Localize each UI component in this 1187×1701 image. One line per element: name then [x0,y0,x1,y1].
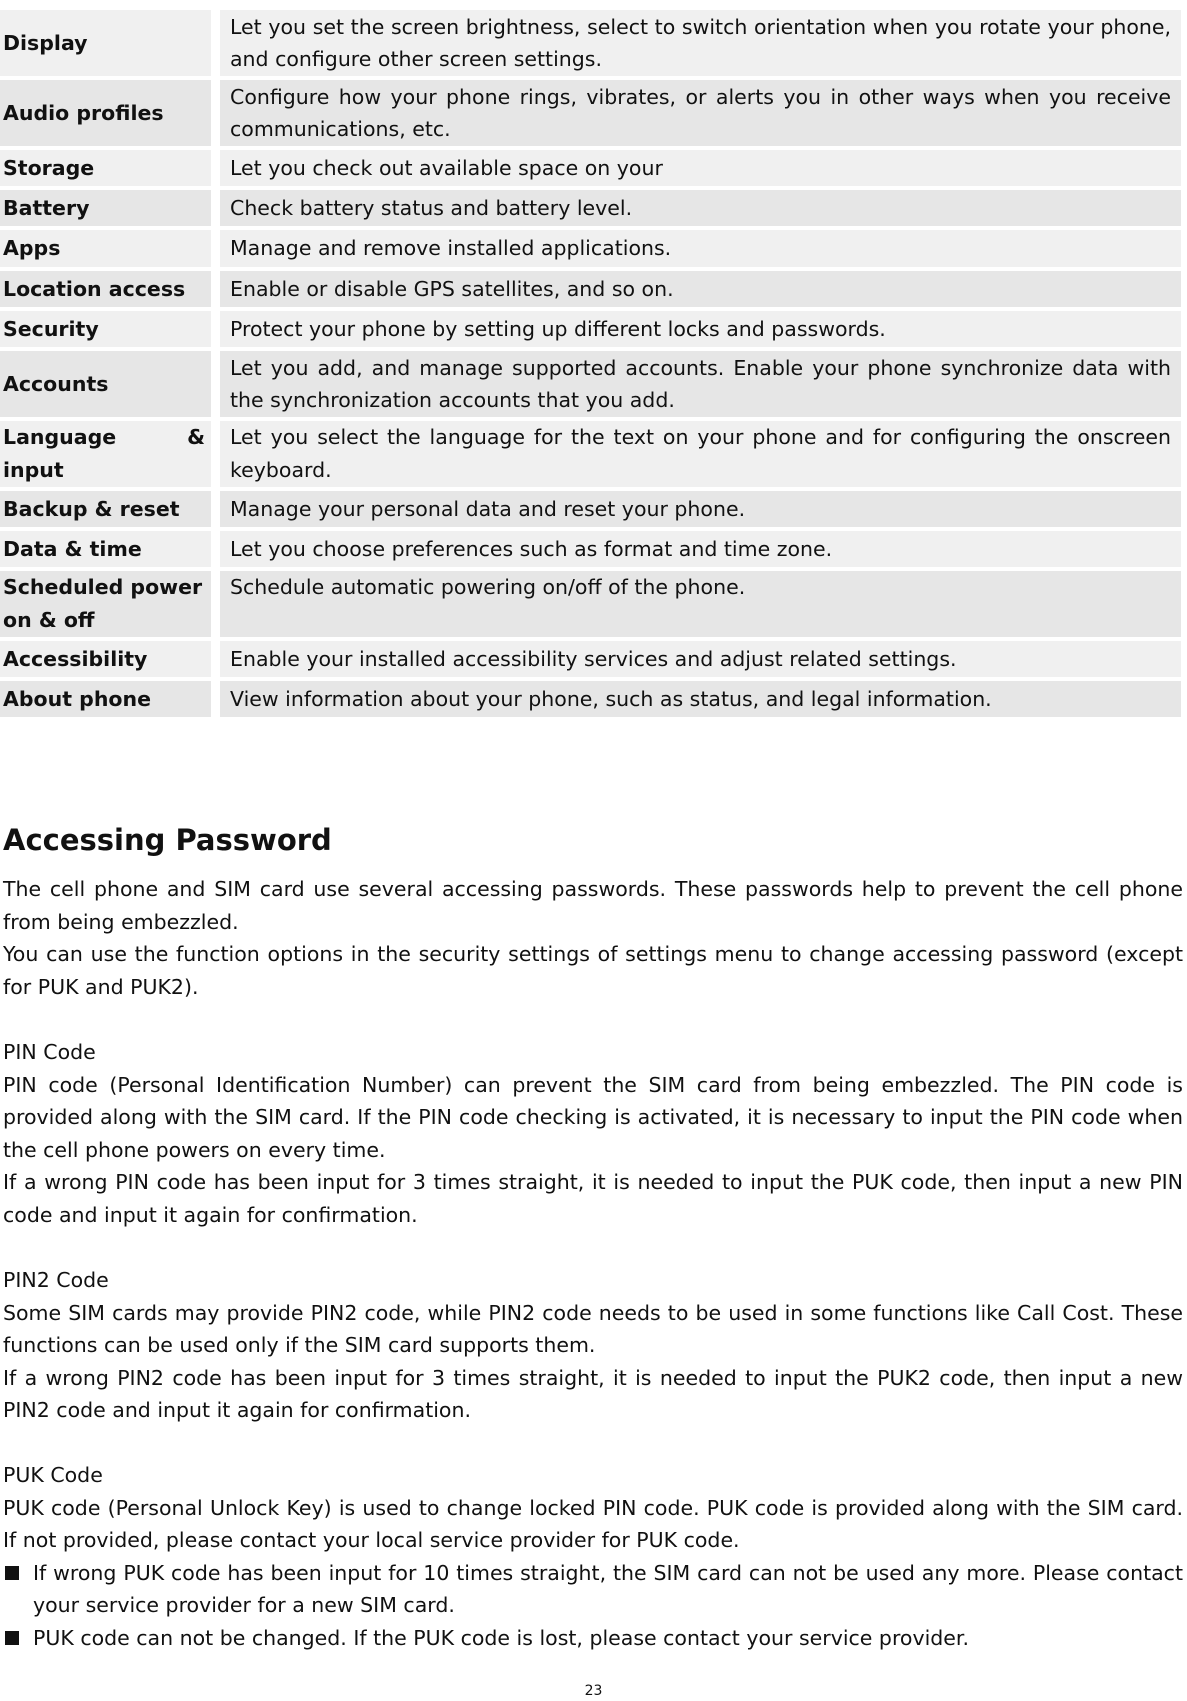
pin-title: PIN Code [3,1040,96,1064]
pin2-title: PIN2 Code [3,1268,109,1292]
setting-description: Let you choose preferences such as format and time zone. [220,531,1181,567]
setting-name: Scheduled power on & off [0,571,211,637]
setting-description: Manage and remove installed applications. [220,230,1181,267]
list-item [3,1622,1183,1655]
table-row [0,351,1181,417]
pin2-paragraph: Some SIM cards may provide PIN2 code, while PIN2 code needs to be used in some functions like Call Cost. These functions can be used only if the SIM card supports them. [3,1300,1183,1357]
table-row [0,190,1181,226]
puk-section [3,1459,1183,1654]
setting-description: Configure how your phone rings, vibrates, or alerts you in other ways when you receive communications, etc. [220,80,1181,146]
square-bullet-icon [5,1631,19,1645]
table-row [0,80,1181,146]
setting-name: Backup & reset [0,491,211,527]
setting-name: About phone [0,681,211,717]
puk-paragraph: PUK code (Personal Unlock Key) is used to change locked PIN code. PUK code is provided along with the SIM card. If not provided, please contact your local service provider for PUK code. [3,1495,1183,1552]
setting-name: Battery [0,190,211,226]
table-row [0,230,1181,267]
intro-paragraph: You can use the function options in the security settings of settings menu to change accessing password (except for PUK and PUK2). [3,942,1183,999]
table-row [0,10,1181,76]
setting-name: Location access [0,271,211,307]
pin-paragraph: PIN code (Personal Identification Number) can prevent the SIM card from being embezzled. The PIN code is provided along with the SIM card. If the PIN code checking is activated, it is necessary to input the PIN code when the cell phone powers on every time. [3,1072,1183,1162]
section-heading: Accessing Password [3,823,332,857]
table-row [0,491,1181,527]
setting-name: Apps [0,230,211,267]
table-row [0,271,1181,307]
bullet-text: If wrong PUK code has been input for 10 times straight, the SIM card can not be used any more. Please contact your service provider for a new SIM card. [33,1560,1183,1617]
puk-title: PUK Code [3,1463,103,1487]
setting-description: Let you set the screen brightness, select to switch orientation when you rotate your phone, and configure other screen settings. [220,10,1181,76]
puk-bullet-list [3,1557,1183,1655]
setting-description: Let you add, and manage supported accounts. Enable your phone synchronize data with the synchronization accounts that you add. [220,351,1181,417]
setting-description: Protect your phone by setting up different locks and passwords. [220,311,1181,347]
setting-description: Schedule automatic powering on/off of the phone. [220,571,1181,637]
setting-name: Storage [0,150,211,186]
table-row [0,531,1181,567]
table-row [0,150,1181,186]
pin-paragraph: If a wrong PIN code has been input for 3 times straight, it is needed to input the PUK code, then input a new PIN code and input it again for confirmation. [3,1170,1183,1227]
page-number: 23 [584,1683,603,1699]
setting-description: Enable your installed accessibility services and adjust related settings. [220,641,1181,677]
intro-paragraph: The cell phone and SIM card use several accessing passwords. These passwords help to prevent the cell phone from being embezzled. [3,877,1183,934]
square-bullet-icon [5,1566,19,1580]
setting-description: Manage your personal data and reset your phone. [220,491,1181,527]
setting-name: Accounts [0,351,211,417]
list-item [3,1557,1183,1622]
pin-section [3,1036,1183,1231]
settings-table [0,6,1181,721]
setting-description: Let you select the language for the text on your phone and for configuring the onscreen keyboard. [220,421,1181,487]
table-row [0,421,1181,487]
pin2-section [3,1264,1183,1427]
table-row [0,641,1181,677]
bullet-text: PUK code can not be changed. If the PUK code is lost, please contact your service provider. [33,1625,969,1650]
setting-name: Language & input [0,421,211,487]
setting-name: Display [0,10,211,76]
intro-section [3,873,1183,1003]
setting-description: View information about your phone, such as status, and legal information. [220,681,1181,717]
setting-description: Enable or disable GPS satellites, and so on. [220,271,1181,307]
setting-name: Data & time [0,531,211,567]
table-row [0,571,1181,637]
setting-description: Let you check out available space on your [220,150,1181,186]
setting-description: Check battery status and battery level. [220,190,1181,226]
table-row [0,311,1181,347]
setting-name: Accessibility [0,641,211,677]
setting-name: Security [0,311,211,347]
setting-name: Audio profiles [0,80,211,146]
table-row [0,681,1181,717]
pin2-paragraph: If a wrong PIN2 code has been input for 3 times straight, it is needed to input the PUK2 code, then input a new PIN2 code and input it again for confirmation. [3,1365,1183,1422]
